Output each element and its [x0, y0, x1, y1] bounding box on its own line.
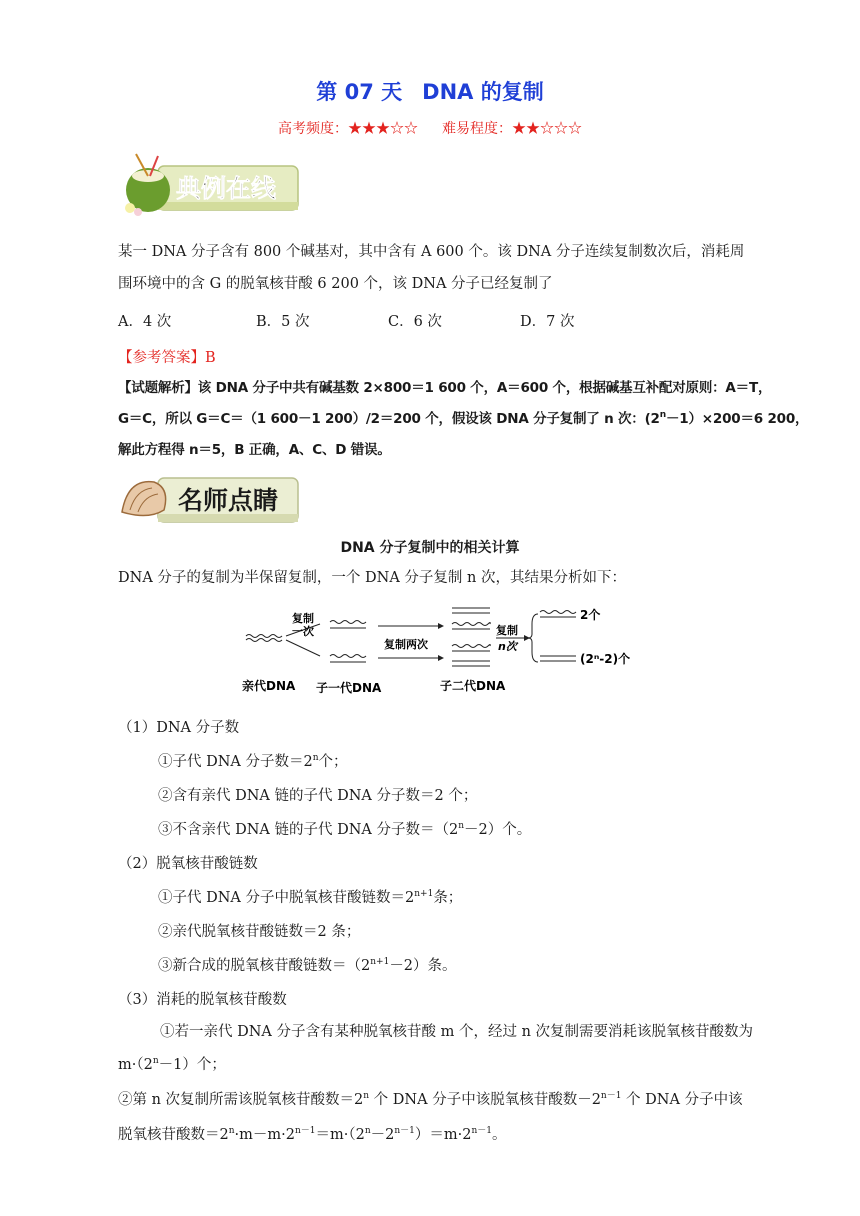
intro-text: DNA 分子的复制为半保留复制，一个 DNA 分子复制 n 次，其结果分析如下：	[118, 570, 626, 586]
example-banner-text: 典例在线	[176, 174, 277, 203]
label-first-gen: 子一代DNA	[316, 681, 382, 695]
point-2-heading: （2）脱氧核苷酸链数	[118, 856, 258, 872]
seashell-icon	[122, 482, 166, 516]
option-d: D．7 次	[520, 314, 575, 330]
point-1-heading: （1）DNA 分子数	[118, 720, 240, 736]
arrow1-label-2: 一次	[292, 625, 314, 638]
point-3-1: ①若一亲代 DNA 分子含有某种脱氧核苷酸 m 个，经过 n 次复制需要消耗该脱氧核苷酸数为	[160, 1024, 754, 1040]
label-second-gen: 子二代DNA	[440, 679, 506, 693]
option-c: C．6 次	[388, 314, 442, 330]
point-3-2-cont: 脱氧核苷酸数$=2^n\cdot m-m\cdot 2^{n-1}=m\cdot(2^n-2^{n-1})=m\cdot 2^{n-1}$。	[118, 1126, 507, 1143]
page-title	[0, 76, 860, 106]
point-1-1: ①子代 DNA 分子数$=2^n$个；	[158, 753, 348, 770]
title-topic: DNA 的复制	[422, 80, 544, 104]
explanation-line-2: G＝C，所以 G＝C＝（1 600－1 200）/2＝200 个，假设该 DNA 分子复制了 n 次：$(2^n-1)\times 200=6$ 200，	[118, 410, 809, 427]
label-parent-dna: 亲代DNA	[242, 679, 296, 693]
result-2-label: 2个	[580, 608, 601, 622]
explanation-line-3: 解此方程得 n＝5，B 正确，A、C、D 错误。	[118, 442, 391, 458]
example-banner	[118, 152, 304, 220]
arrow3-label-1: 复制	[496, 624, 518, 637]
question-line-2: 围环境中的含 G 的脱氧核苷酸 6 200 个，该 DNA 分子已经复制了	[118, 276, 553, 292]
point-3-2: ②第 n 次复制所需该脱氧核苷酸数$=2^n$ 个 DNA 分子中该脱氧核苷酸数$-2^{n-1}$ 个 DNA 分子中该	[118, 1091, 743, 1108]
arrow2-label: 复制两次	[384, 638, 428, 651]
tips-banner-text: 名师点睛	[178, 486, 279, 515]
option-b: B．5 次	[256, 314, 310, 330]
question-line-1: 某一 DNA 分子含有 800 个碱基对，其中含有 A 600 个。该 DNA 分子连续复制数次后，消耗周	[118, 244, 745, 260]
reference-answer: 【参考答案】B	[118, 350, 216, 366]
point-3-heading: （3）消耗的脱氧核苷酸数	[118, 992, 287, 1008]
point-1-2: ②含有亲代 DNA 链的子代 DNA 分子数＝2 个；	[158, 788, 478, 804]
point-2-3: ③新合成的脱氧核苷酸链数$=(2^{n+1}-2)$条。	[158, 957, 457, 974]
difficulty-level: 难易程度：★★☆☆☆	[442, 121, 582, 137]
point-1-3: ③不含亲代 DNA 链的子代 DNA 分子数$=(2^n-2)$个。	[158, 821, 532, 838]
result-rest-label: (2ⁿ-2)个	[580, 652, 631, 666]
section-title: DNA 分子复制中的相关计算	[340, 540, 520, 556]
option-a: A．4 次	[118, 314, 172, 330]
dna-replication-diagram	[238, 598, 658, 702]
tips-banner	[118, 470, 304, 526]
point-2-2: ②亲代脱氧核苷酸链数＝2 条；	[158, 924, 361, 940]
arrow3-label-2: n次	[498, 640, 517, 653]
arrow1-label-1: 复制	[292, 612, 314, 625]
difficulty-meta	[0, 118, 860, 138]
title-day: 第 07 天	[316, 80, 403, 104]
explanation-line-1: 【试题解析】该 DNA 分子中共有碱基数 2×800＝1 600 个，A＝600 个，根据碱基互补配对原则：A＝T，	[118, 380, 772, 396]
point-2-1: ①子代 DNA 分子中脱氧核苷酸链数$=2^{n+1}$条；	[158, 889, 463, 906]
exam-frequency: 高考频度：★★★☆☆	[278, 121, 418, 137]
point-3-1-cont: $m\cdot(2^n-1)$个；	[118, 1056, 226, 1073]
